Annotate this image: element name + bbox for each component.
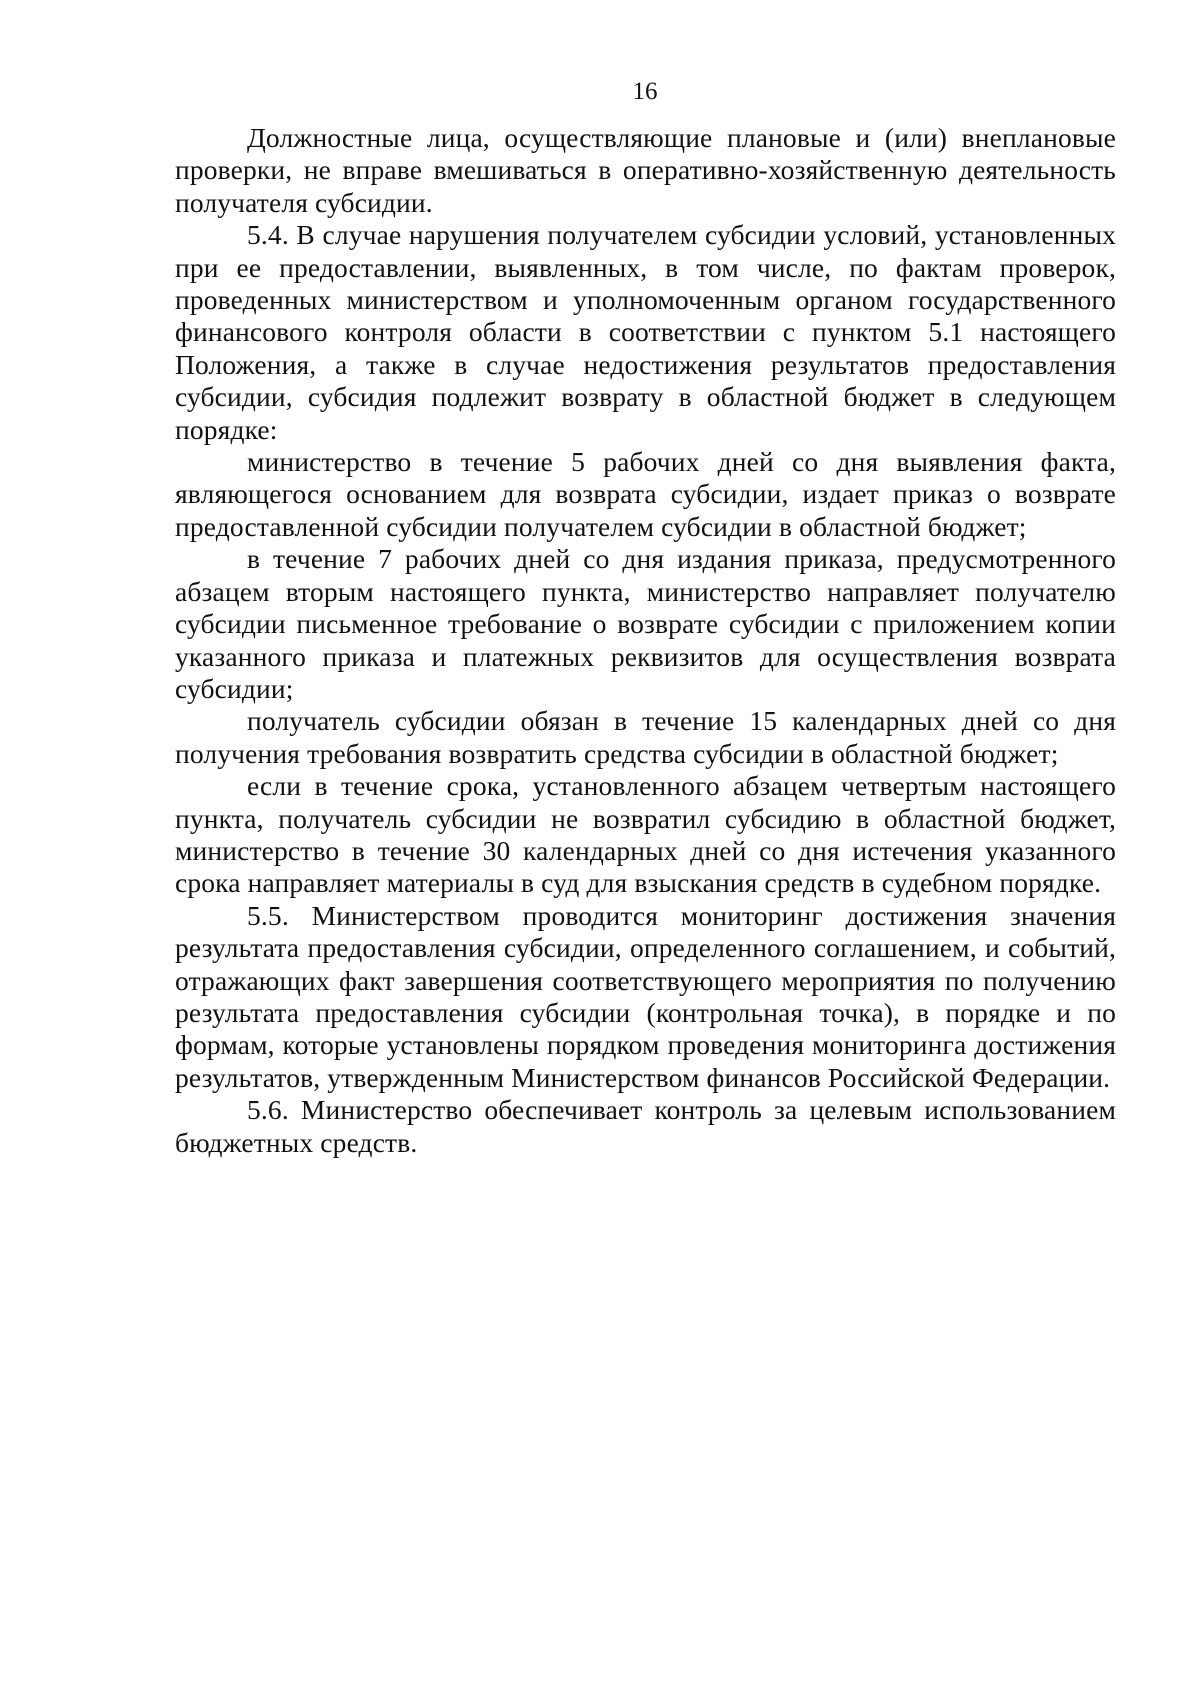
- document-body: [175, 122, 1116, 1159]
- paragraph-ministry-order: министерство в течение 5 рабочих дней со дня выявления факта, являющегося основанием для возврата субсидии, издает приказ о возврате предоставленной субсидии получателем субсидии в областной бюджет;: [175, 446, 1116, 542]
- paragraph-5-5: 5.5. Министерством проводится мониторинг достижения значения результата предоставления субсидии, определенного соглашением, и событий, отражающих факт завершения соответствующего мероприятия по получению результата предоставления субсидии (контрольная точка), в порядке и по формам, которые установлены порядком проведения мониторинга достижения результатов, утвержденным Министерством финансов Российской Федерации.: [175, 899, 1116, 1093]
- paragraph-recipient-obligation: получатель субсидии обязан в течение 15 календарных дней со дня получения требования возвратить средства субсидии в областной бюджет;: [175, 705, 1116, 769]
- paragraph-5-4: 5.4. В случае нарушения получателем субсидии условий, установленных при ее предоставлении, выявленных, в том числе, по фактам проверок, проведенных министерством и уполномоченным органом государственного финансового контроля области в соответствии с пунктом 5.1 настоящего Положения, а также в случае недостижения результатов предоставления субсидии, субсидия подлежит возврату в областной бюджет в следующем порядке:: [175, 219, 1116, 445]
- paragraph-written-demand: в течение 7 рабочих дней со дня издания приказа, предусмотренного абзацем вторым настоящего пункта, министерство направляет получателю субсидии письменное требование о возврате субсидии с приложением копии указанного приказа и платежных реквизитов для осуществления возврата субсидии;: [175, 543, 1116, 704]
- page-number: 16: [632, 78, 658, 105]
- paragraph-officials-inspections: Должностные лица, осуществляющие плановые и (или) внеплановые проверки, не вправе вмешиваться в оперативно-хозяйственную деятельность получателя субсидии.: [175, 122, 1116, 218]
- paragraph-5-6: 5.6. Министерство обеспечивает контроль за целевым использованием бюджетных средств.: [175, 1094, 1116, 1158]
- paragraph-court-recovery: если в течение срока, установленного абзацем четвертым настоящего пункта, получатель субсидии не возвратил субсидию в областной бюджет, министерство в течение 30 календарных дней со дня истечения указанного срока направляет материалы в суд для взыскания средств в судебном порядке.: [175, 770, 1116, 899]
